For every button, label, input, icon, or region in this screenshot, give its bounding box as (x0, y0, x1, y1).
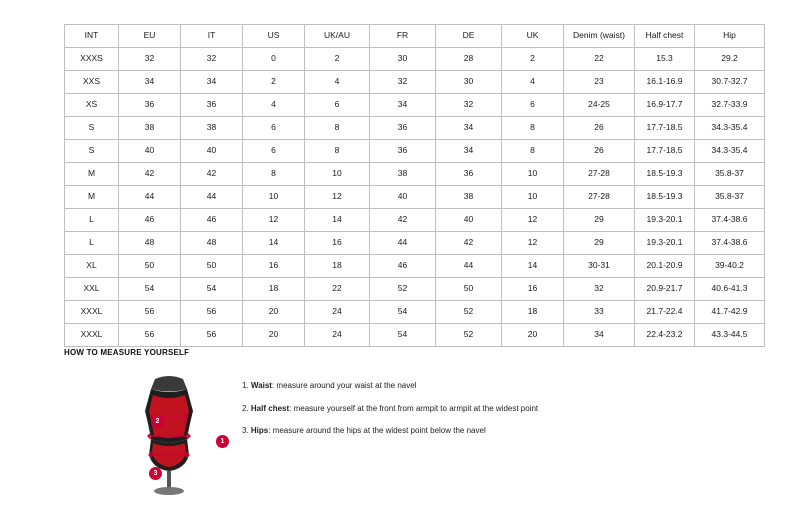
measure-step-waist (242, 381, 722, 391)
cell-de: 38 (436, 186, 502, 209)
cell-it: 40 (181, 140, 243, 163)
how-to-measure-title: HOW TO MEASURE YOURSELF (64, 348, 190, 357)
cell-us: 6 (243, 140, 305, 163)
column-header-ukau: UK/AU (305, 25, 370, 48)
cell-eu: 44 (119, 186, 181, 209)
column-header-it: IT (181, 25, 243, 48)
cell-uk: 18 (502, 301, 564, 324)
cell-eu: 56 (119, 301, 181, 324)
cell-uk: 2 (502, 48, 564, 71)
cell-eu: 36 (119, 94, 181, 117)
cell-us: 18 (243, 278, 305, 301)
cell-hip: 34.3-35.4 (695, 117, 765, 140)
cell-fr: 42 (370, 209, 436, 232)
cell-denim-waist: 30-31 (564, 255, 635, 278)
cell-int: XXXL (65, 301, 119, 324)
cell-half-chest: 17.7-18.5 (635, 117, 695, 140)
cell-denim-waist: 32 (564, 278, 635, 301)
column-header-int: INT (65, 25, 119, 48)
table-row (65, 232, 765, 255)
cell-ukau: 22 (305, 278, 370, 301)
step-number: 2. (242, 403, 249, 413)
cell-half-chest: 15.3 (635, 48, 695, 71)
cell-hip: 37.4-38.6 (695, 209, 765, 232)
cell-de: 36 (436, 163, 502, 186)
cell-ukau: 14 (305, 209, 370, 232)
table-row (65, 117, 765, 140)
column-header-hip: Hip (695, 25, 765, 48)
cell-ukau: 8 (305, 117, 370, 140)
cell-denim-waist: 29 (564, 209, 635, 232)
cell-int: M (65, 186, 119, 209)
step-term: Waist (250, 381, 272, 390)
cell-half-chest: 22.4-23.2 (635, 324, 695, 347)
cell-int: XXS (65, 71, 119, 94)
cell-ukau: 24 (305, 301, 370, 324)
cell-us: 10 (243, 186, 305, 209)
cell-us: 2 (243, 71, 305, 94)
cell-int: XXXL (65, 324, 119, 347)
cell-hip: 43.3-44.5 (695, 324, 765, 347)
cell-fr: 36 (370, 140, 436, 163)
cell-it: 42 (181, 163, 243, 186)
size-table-container (64, 24, 748, 347)
cell-us: 4 (243, 94, 305, 117)
cell-denim-waist: 24-25 (564, 94, 635, 117)
cell-int: L (65, 209, 119, 232)
cell-eu: 34 (119, 71, 181, 94)
marker-3: 3 (149, 467, 162, 480)
step-number: 1. (242, 381, 249, 390)
cell-eu: 38 (119, 117, 181, 140)
cell-ukau: 10 (305, 163, 370, 186)
cell-uk: 10 (502, 163, 564, 186)
cell-half-chest: 16.9-17.7 (635, 94, 695, 117)
cell-denim-waist: 27-28 (564, 163, 635, 186)
cell-fr: 40 (370, 186, 436, 209)
cell-hip: 35.8-37 (695, 186, 765, 209)
cell-ukau: 8 (305, 140, 370, 163)
cell-uk: 10 (502, 186, 564, 209)
cell-eu: 50 (119, 255, 181, 278)
cell-half-chest: 18.5-19.3 (635, 186, 695, 209)
cell-it: 54 (181, 278, 243, 301)
cell-denim-waist: 27-28 (564, 186, 635, 209)
table-header-row (65, 25, 765, 48)
cell-de: 40 (436, 209, 502, 232)
column-header-us: US (243, 25, 305, 48)
step-number: 3. (242, 426, 249, 436)
cell-uk: 6 (502, 94, 564, 117)
cell-uk: 4 (502, 71, 564, 94)
table-row (65, 255, 765, 278)
cell-fr: 34 (370, 94, 436, 117)
cell-de: 44 (436, 255, 502, 278)
column-header-half-chest: Half chest (635, 25, 695, 48)
cell-fr: 46 (370, 255, 436, 278)
cell-us: 14 (243, 232, 305, 255)
cell-fr: 30 (370, 48, 436, 71)
cell-denim-waist: 26 (564, 117, 635, 140)
cell-fr: 44 (370, 232, 436, 255)
cell-ukau: 16 (305, 232, 370, 255)
cell-us: 20 (243, 324, 305, 347)
column-header-fr: FR (370, 25, 436, 48)
cell-int: S (65, 140, 119, 163)
cell-uk: 20 (502, 324, 564, 347)
cell-ukau: 6 (305, 94, 370, 117)
cell-uk: 12 (502, 209, 564, 232)
cell-int: XS (65, 94, 119, 117)
cell-eu: 56 (119, 324, 181, 347)
cell-de: 28 (436, 48, 502, 71)
marker-2: 2 (151, 415, 164, 428)
cell-eu: 54 (119, 278, 181, 301)
table-row (65, 301, 765, 324)
cell-it: 50 (181, 255, 243, 278)
cell-half-chest: 21.7-22.4 (635, 301, 695, 324)
table-row (65, 48, 765, 71)
cell-denim-waist: 22 (564, 48, 635, 71)
cell-de: 50 (436, 278, 502, 301)
table-row (65, 278, 765, 301)
cell-int: M (65, 163, 119, 186)
step-text: : measure around the hips at the widest point below the navel (268, 426, 486, 436)
cell-fr: 36 (370, 117, 436, 140)
cell-hip: 30.7-32.7 (695, 71, 765, 94)
cell-uk: 8 (502, 140, 564, 163)
how-to-measure-body (64, 367, 734, 497)
cell-us: 0 (243, 48, 305, 71)
cell-denim-waist: 34 (564, 324, 635, 347)
measure-steps-list (242, 381, 722, 449)
table-row (65, 163, 765, 186)
step-text: : measure around your waist at the navel (271, 381, 417, 390)
column-header-denim-waist: Denim (waist) (564, 25, 635, 48)
cell-int: S (65, 117, 119, 140)
cell-ukau: 24 (305, 324, 370, 347)
cell-ukau: 18 (305, 255, 370, 278)
cell-fr: 54 (370, 324, 436, 347)
cell-half-chest: 19.3-20.1 (635, 232, 695, 255)
marker-1: 1 (216, 435, 229, 448)
cell-it: 44 (181, 186, 243, 209)
cell-it: 56 (181, 324, 243, 347)
cell-fr: 38 (370, 163, 436, 186)
cell-uk: 8 (502, 117, 564, 140)
cell-de: 52 (436, 324, 502, 347)
mannequin-illustration (109, 373, 229, 498)
cell-eu: 32 (119, 48, 181, 71)
cell-fr: 54 (370, 301, 436, 324)
cell-half-chest: 18.5-19.3 (635, 163, 695, 186)
cell-hip: 29.2 (695, 48, 765, 71)
cell-hip: 39-40.2 (695, 255, 765, 278)
cell-uk: 16 (502, 278, 564, 301)
cell-us: 16 (243, 255, 305, 278)
cell-it: 36 (181, 94, 243, 117)
cell-hip: 40.6-41.3 (695, 278, 765, 301)
cell-int: L (65, 232, 119, 255)
cell-ukau: 2 (305, 48, 370, 71)
cell-us: 6 (243, 117, 305, 140)
cell-hip: 34.3-35.4 (695, 140, 765, 163)
cell-de: 34 (436, 117, 502, 140)
cell-hip: 37.4-38.6 (695, 232, 765, 255)
measure-step-hips (242, 426, 722, 436)
cell-hip: 35.8-37 (695, 163, 765, 186)
cell-eu: 40 (119, 140, 181, 163)
how-to-measure-section (64, 348, 734, 497)
column-header-de: DE (436, 25, 502, 48)
size-chart-table (64, 24, 765, 347)
cell-denim-waist: 33 (564, 301, 635, 324)
cell-half-chest: 20.1-20.9 (635, 255, 695, 278)
cell-ukau: 4 (305, 71, 370, 94)
cell-hip: 41.7-42.9 (695, 301, 765, 324)
cell-it: 32 (181, 48, 243, 71)
table-row (65, 94, 765, 117)
cell-de: 30 (436, 71, 502, 94)
table-row (65, 186, 765, 209)
column-header-uk: UK (502, 25, 564, 48)
step-text: : measure yourself at the front from armpit to armpit at the widest point (289, 403, 539, 413)
cell-de: 32 (436, 94, 502, 117)
cell-fr: 32 (370, 71, 436, 94)
cell-uk: 14 (502, 255, 564, 278)
cell-us: 20 (243, 301, 305, 324)
cell-eu: 42 (119, 163, 181, 186)
cell-denim-waist: 26 (564, 140, 635, 163)
cell-it: 48 (181, 232, 243, 255)
cell-it: 34 (181, 71, 243, 94)
cell-ukau: 12 (305, 186, 370, 209)
step-term: Hips (250, 426, 269, 436)
cell-eu: 46 (119, 209, 181, 232)
column-header-eu: EU (119, 25, 181, 48)
table-row (65, 71, 765, 94)
cell-int: XXXS (65, 48, 119, 71)
cell-half-chest: 17.7-18.5 (635, 140, 695, 163)
cell-hip: 32.7-33.9 (695, 94, 765, 117)
cell-fr: 52 (370, 278, 436, 301)
cell-it: 38 (181, 117, 243, 140)
cell-de: 34 (436, 140, 502, 163)
measure-step-half-chest (242, 404, 722, 414)
cell-de: 52 (436, 301, 502, 324)
cell-half-chest: 19.3-20.1 (635, 209, 695, 232)
cell-int: XL (65, 255, 119, 278)
cell-it: 46 (181, 209, 243, 232)
cell-half-chest: 20.9-21.7 (635, 278, 695, 301)
cell-us: 8 (243, 163, 305, 186)
table-row (65, 209, 765, 232)
cell-denim-waist: 23 (564, 71, 635, 94)
cell-it: 56 (181, 301, 243, 324)
cell-uk: 12 (502, 232, 564, 255)
step-term: Half chest (250, 403, 290, 413)
cell-de: 42 (436, 232, 502, 255)
cell-denim-waist: 29 (564, 232, 635, 255)
table-row (65, 324, 765, 347)
cell-us: 12 (243, 209, 305, 232)
cell-half-chest: 16.1-16.9 (635, 71, 695, 94)
cell-int: XXL (65, 278, 119, 301)
table-row (65, 140, 765, 163)
cell-eu: 48 (119, 232, 181, 255)
